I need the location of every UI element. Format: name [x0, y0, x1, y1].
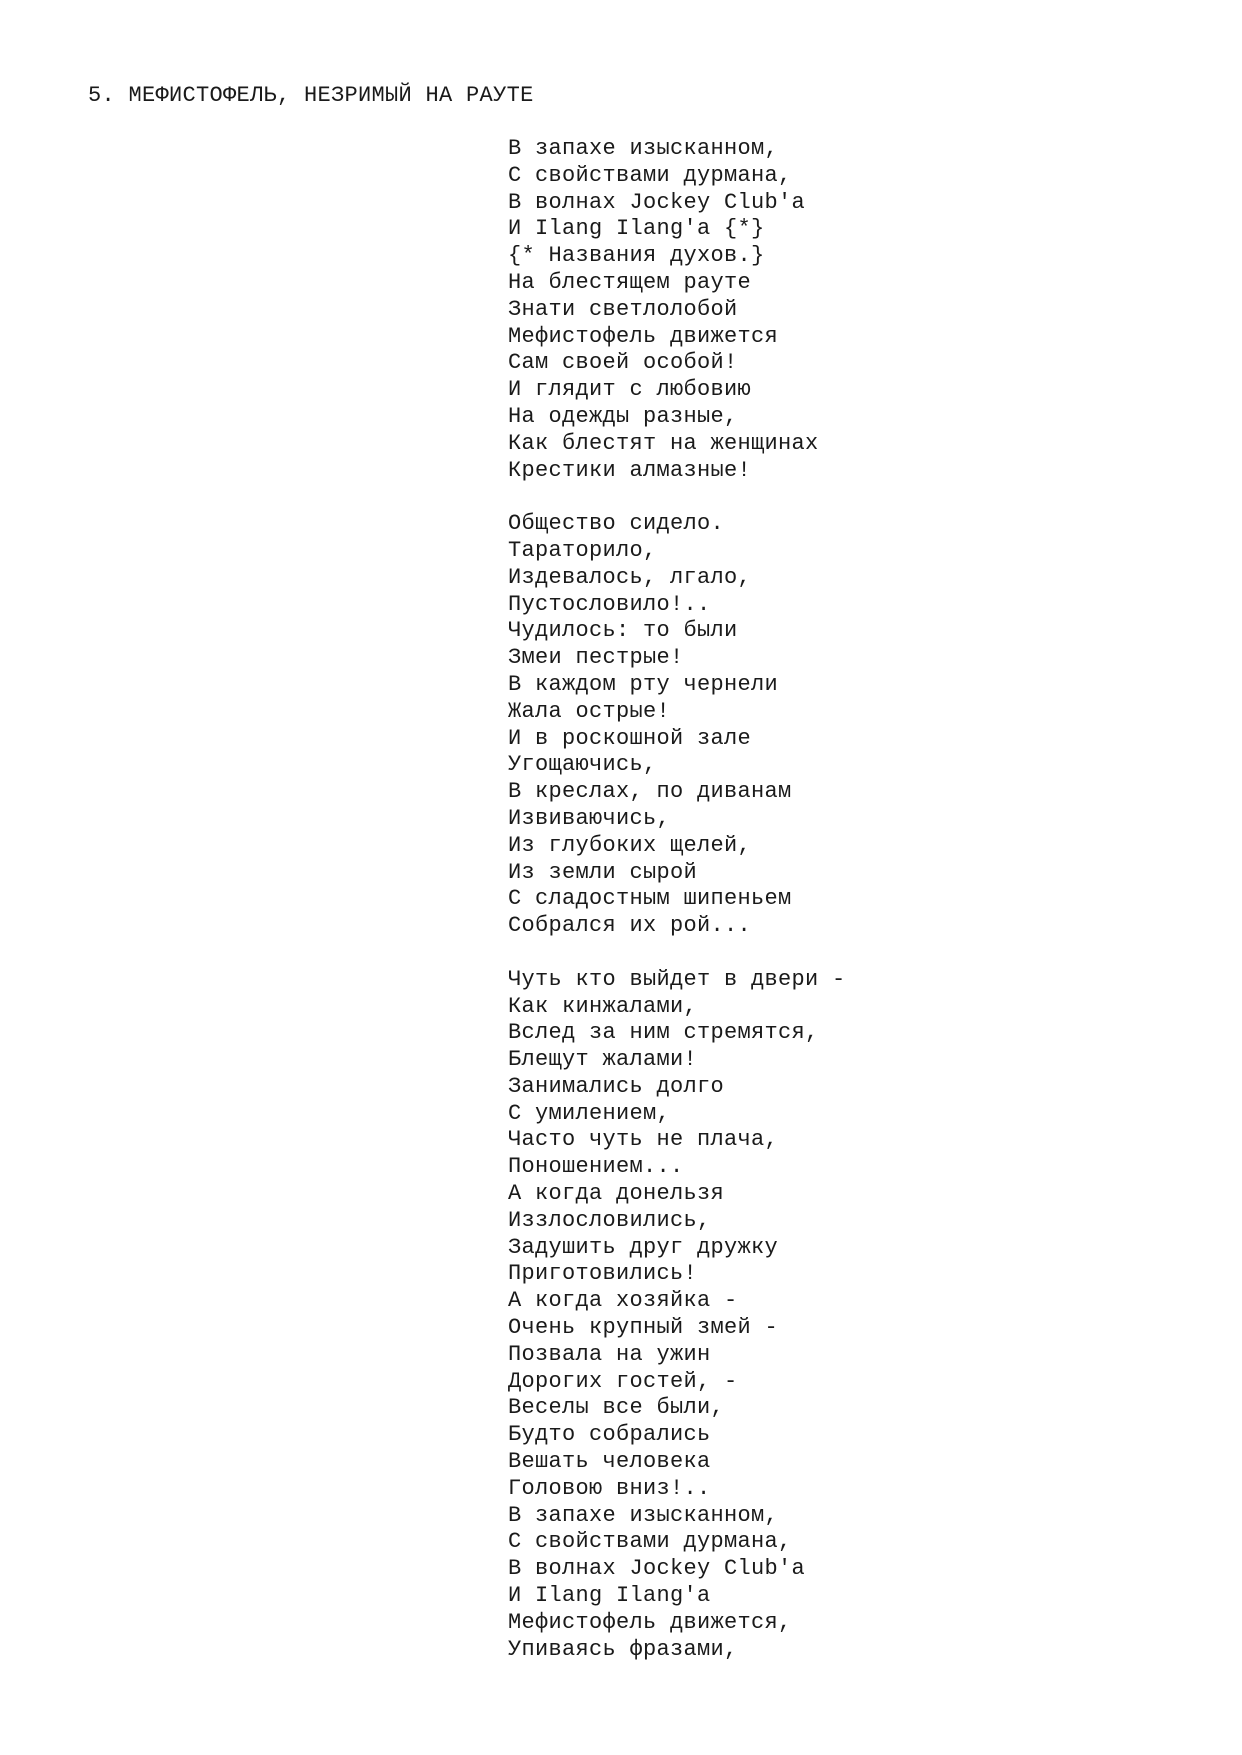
verse-line: Знати светлолобой	[508, 296, 738, 322]
verse-line: Дорогих гостей, -	[508, 1368, 738, 1394]
verse-line: Мефистофель движется	[508, 323, 779, 349]
verse-line: Тараторило,	[508, 537, 657, 563]
verse-line: Чудилось: то были	[508, 618, 738, 644]
verse-line: И Ilang Ilang'a {*}	[508, 216, 765, 242]
verse-line: Вешать человека	[508, 1449, 711, 1475]
verse-line: Чуть кто выйдет в двери -	[508, 966, 846, 992]
verse-line: Угощаючись,	[508, 752, 657, 778]
verse-line: Крестики алмазные!	[508, 457, 752, 483]
verse-line: В волнах Jockey Club'a	[508, 1556, 806, 1582]
verse-line: Задушить друг дружку	[508, 1234, 779, 1260]
verse-line: Очень крупный змей -	[508, 1315, 779, 1341]
verse-line: Будто собрались	[508, 1422, 711, 1448]
footnote-line: {* Названия духов.}	[508, 243, 765, 269]
verse-line: Упиваясь фразами,	[508, 1636, 738, 1662]
verse-line: Занимались долго	[508, 1073, 725, 1099]
verse-line: На одежды разные,	[508, 403, 738, 429]
verse-line: Извиваючись,	[508, 805, 671, 831]
verse-line: Собрался их рой...	[508, 913, 752, 939]
verse-line: И Ilang Ilang'a	[508, 1583, 711, 1609]
verse-line: Головою вниз!..	[508, 1475, 711, 1501]
verse-line: В запахе изысканном,	[508, 136, 779, 161]
poem-body	[508, 136, 1208, 1663]
stanza-3	[508, 967, 1208, 1664]
stanza-1	[508, 136, 1208, 484]
verse-line: Из глубоких щелей,	[508, 832, 752, 858]
verse-line: Поношением...	[508, 1154, 684, 1180]
verse-line: С сладостным шипеньем	[508, 886, 792, 912]
verse-line: В волнах Jockey Club'a	[508, 189, 806, 215]
verse-line: Приготовились!	[508, 1261, 698, 1287]
verse-line: Веселы все были,	[508, 1395, 725, 1421]
verse-line: Издевалось, лгало,	[508, 564, 752, 590]
verse-line: Блещут жалами!	[508, 1047, 698, 1073]
verse-line: Из земли сырой	[508, 859, 698, 885]
verse-line: Иззлословились,	[508, 1207, 711, 1233]
verse-line: Змеи пестрые!	[508, 645, 684, 671]
poem-title: 5. МЕФИСТОФЕЛЬ, НЕЗРИМЫЙ НА РАУТЕ	[88, 83, 534, 108]
verse-line: Пустословило!..	[508, 591, 711, 617]
verse-line: А когда хозяйка -	[508, 1288, 738, 1314]
verse-line: И глядит с любовию	[508, 377, 752, 403]
verse-line: С умилением,	[508, 1100, 671, 1126]
verse-line: Общество сидело.	[508, 511, 725, 537]
verse-line: В каждом рту чернели	[508, 671, 779, 697]
verse-line: Вслед за ним стремятся,	[508, 1020, 819, 1046]
verse-line: А когда донельзя	[508, 1181, 725, 1207]
verse-line: Жала острые!	[508, 698, 671, 724]
verse-line: С свойствами дурмана,	[508, 162, 792, 188]
verse-line: На блестящем рауте	[508, 269, 752, 295]
verse-line: В креслах, по диванам	[508, 779, 792, 805]
verse-line: Как блестят на женщинах	[508, 430, 819, 456]
verse-line: Как кинжалами,	[508, 993, 698, 1019]
verse-line: Часто чуть не плача,	[508, 1127, 779, 1153]
verse-line: В запахе изысканном,	[508, 1502, 779, 1528]
stanza-2	[508, 511, 1208, 940]
verse-line: С свойствами дурмана,	[508, 1529, 792, 1555]
verse-line: Сам своей особой!	[508, 350, 738, 376]
verse-line: Позвала на ужин	[508, 1341, 711, 1367]
verse-line: Мефистофель движется,	[508, 1609, 792, 1635]
verse-line: И в роскошной зале	[508, 725, 752, 751]
